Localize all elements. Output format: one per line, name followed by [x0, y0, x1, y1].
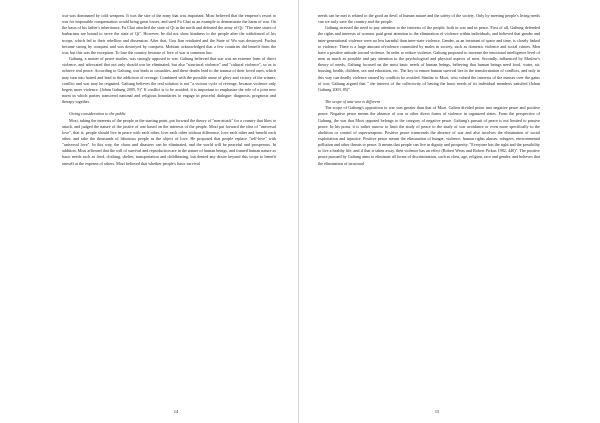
section-heading: Giving consideration to the public: [69, 111, 126, 117]
body-paragraph: Mozi, taking the interests of the people as the starting point, put forward the theory of "non-attack" for a country that likes to attack, and judged the nature of the justice of war based on the interests of the people. Mozi put forward the idea of "universal love", that is, people should live in peace with each other, love each other without difference, love each other and benefit each other, and take the thousands of laborious people as the object of love. He proposed that people replace "self-love" with "universal love". In this way, the chaos and disasters can be eliminated, and the world will be peaceful and prosperous. In addition, Mozi affirmed that the will of survival and reproduction are in the nature of human beings, and framed human nature as basic needs such as food, clothing, shelter, transportation and childbearing, but denied any desire beyond this scope to benefit oneself at the expense of others. Mozi believed that whether people's basic survival: [62, 117, 276, 166]
left-page: [0, 0, 299, 423]
right-page-text-column: [318, 13, 540, 408]
page-number: 15: [434, 409, 440, 414]
body-paragraph: The scope of Galtung's opposition to war was greater than that of Mozi. Galton divided peace into negative peace and positive peace. Negative peace means the absence of war or other direct forms of violence in organized states. From the perspective of Galtung, the war that Mozi opposed belongs to the category of negative peace. Galtung's pursuit of peace is not limited to passive peace. In his point, it is rather narrow to limit the study of peace to the study of war avoidance or even more specifically to the abolition or control of superweapons. Positive peace transcends the absence of war and also involves the elimination of social exploitation and injustice. Positive peace means the elimination of hunger, violence, human rights abuses, refugees, environmental pollution and other threats to peace. It means that people can live in dignity and prosperity. "Everyone has the right and the possibility to live a healthy life, and if that is taken away, then violence has an effect (Robert Weiss and Robert Pickus 1982, 440)". The positive peace pursued by Galtung aims to eliminate all forms of discrimination, such as class, age, religion, race and gender, and believes that the elimination of structural: [318, 105, 540, 166]
body-paragraph: war was dominated by cold weapons. It was the size of the army that was important. Mozi believed that the emperor's resort to war for impossible compensation would bring great losses, and used Fu Chai as an example to demonstrate the harm of war. On the basis of his father's inheritance, Fu Chai attacked the state of Qi in the north and defeated the army of Qi: "The nine states of barbarians are bound to serve the state of Qi". However, he did not show kindness to the people after the withdrawal of his troops, which led to their rebellion and dissension. After that, Gou Jian retaliated and the State of Wu was destroyed. Fuchai became strong by conquest and was destroyed by conquest. Mohism acknowledged that a few countries did benefit from the war, but this was the exception. To lose the country because of love of war is common law.: [62, 13, 276, 55]
right-page: [300, 0, 600, 423]
body-paragraph: Galtung stressed the need to pay attention to the interests of the people, both in war and in peace. First of all, Galtung defended the rights and interests of women, paid great attention to the elimination of violence within individuals, and believed that gender and inter-generational violence were no less harmful than inter-state violence. Gender, as an invariant of space and time, is closely linked to violence. There is a large amount ofviolence committed by males in society, such as domestic violence and social crimes. Men have a positive attitude toward violence. In order to reduce violence, Galtung proposed to increase the emotional intelligence level of men as much as possible and pay attention to the psychological and physical aspects of men. Secondly, influenced by Maslow's theory of needs, Galtung focused on the most basic needs of human beings, believing that human beings need food, water, air, housing, health, children, sex and education, etc. The key to ensure human survival lies in the transformation of conflicts, and only in this way can deadly violence caused by conflicts be avoided. Similar to Mozi, who valued the interests of the masses over the gains of war, Galtung argued that " the interest of the collectivity of having the basic needs of its individual members satisfied (Johan Galtung 2003, 85)".: [318, 25, 540, 92]
left-page-text-column: [62, 13, 276, 408]
page-number: 14: [173, 409, 179, 414]
section-heading: The scope of anti-war is different: [325, 99, 380, 105]
body-paragraph: needs can be met is related to the good an devil of human nature and the safety of the society. Only by meeting people's living needs can we truly save the country and the people.: [318, 13, 540, 25]
body-paragraph: Galtung, a master of peace studies, was strongly opposed to war. Galtung believed that war was an extreme form of direct violence, and advocated that not only should war be eliminated, but also "structural violence" and "cultural violence", so as to achieve real peace. According to Galtung, war leads to casualties, and these deaths lead to the trauma of their loved ones, which may turn into hatred and lead to the addiction of revenge. Combined with the possible sense of glory and victory of the winner, conflict and war may be reignited. Galtung believes the real solution is not "a vicious cycle of revenge, because violence only begets more violence. (Johan Galtung 2005, 9)" If conflict is to be avoided, it is important to emphasize the role of a joint new norm in which parties transcend national and religious boundaries to engage in peaceful dialogue: diagnosis, prognosis and therapy together.: [62, 56, 276, 105]
